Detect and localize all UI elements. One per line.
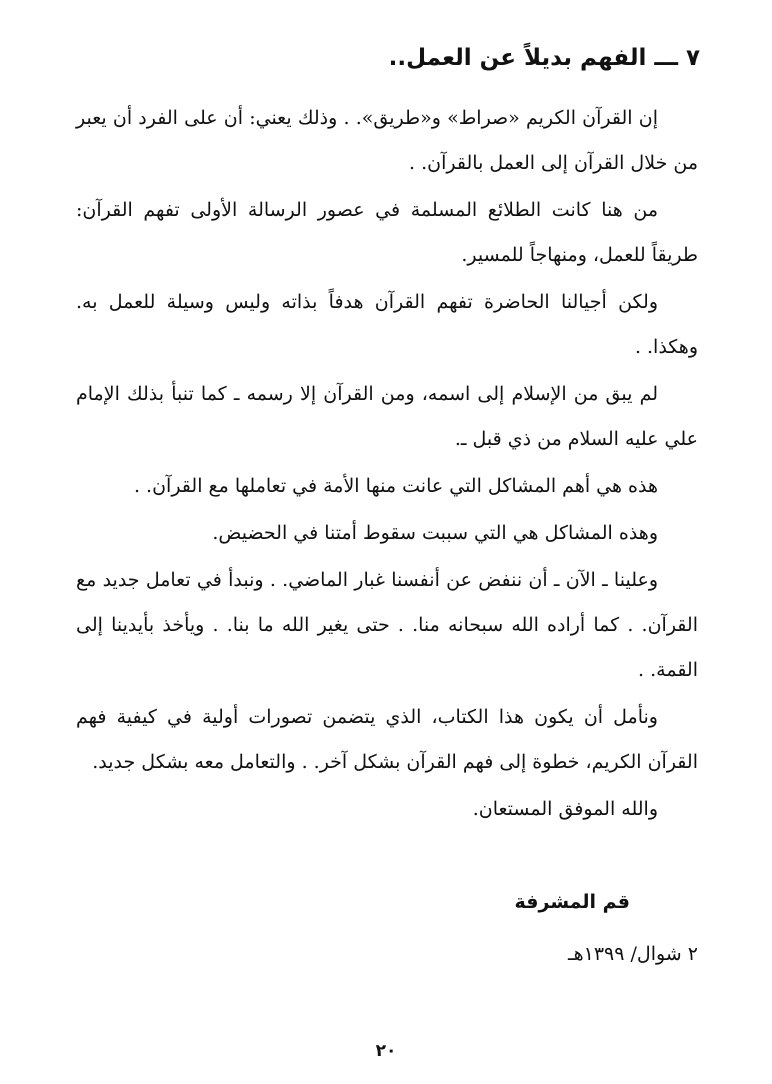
paragraph: وعلينا ـ الآن ـ أن ننفض عن أنفسنا غبار الماضي. . ونبدأ في تعامل جديد مع القرآن. . كما أراده الله سبحانه منا. . حتى يغير الله ما بنا. . ويأخذ بأيدينا إلى القمة. . bbox=[76, 569, 698, 681]
paragraph: والله الموفق المستعان. bbox=[472, 798, 658, 820]
signature-block bbox=[260, 882, 698, 974]
paragraph: لم يبق من الإسلام إلى اسمه، ومن القرآن إلا رسمه ـ كما تنبأ بذلك الإمام علي عليه السلام من ذي قبل ـ. bbox=[76, 383, 698, 450]
page-number: ٢٠ bbox=[375, 1041, 397, 1061]
paragraph: ونأمل أن يكون هذا الكتاب، الذي يتضمن تصورات أولية في كيفية فهم القرآن الكريم، خطوة إلى فهم القرآن بشكل آخر. . والتعامل معه بشكل جديد. bbox=[76, 706, 698, 773]
paragraph: وهذه المشاكل هي التي سببت سقوط أمتنا في الحضيض. bbox=[212, 522, 658, 544]
signature-place: قم المشرفة bbox=[514, 891, 630, 913]
signature-date: ٢ شوال/ ١٣٩٩هـ bbox=[568, 943, 698, 965]
section-heading: ٧ ـــ الفهم بديلاً عن العمل.. bbox=[388, 45, 700, 71]
body-text bbox=[76, 96, 698, 834]
paragraph: ولكن أجيالنا الحاضرة تفهم القرآن هدفاً بذاته وليس وسيلة للعمل به. وهكذا. . bbox=[76, 291, 698, 358]
paragraph: من هنا كانت الطلائع المسلمة في عصور الرسالة الأولى تفهم القرآن: طريقاً للعمل، ومنهاجاً للمسير. bbox=[76, 199, 698, 266]
paragraph: إن القرآن الكريم «صراط» و«طريق». . وذلك يعني: أن على الفرد أن يعبر من خلال القرآن إلى العمل بالقرآن. . bbox=[76, 107, 698, 174]
paragraph: هذه هي أهم المشاكل التي عانت منها الأمة في تعاملها مع القرآن. . bbox=[133, 475, 658, 497]
